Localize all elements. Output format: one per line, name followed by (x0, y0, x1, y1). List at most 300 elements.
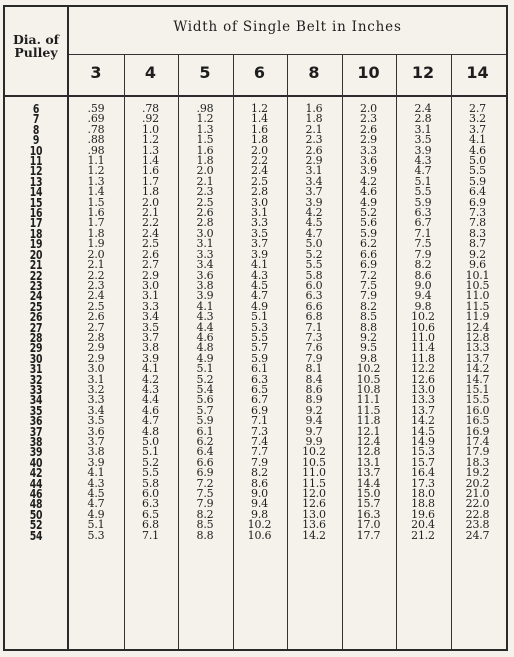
table-cell: 5.9 (196, 414, 214, 428)
table-cell: 3.8 (87, 445, 105, 459)
table-cell: 7.4 (251, 435, 268, 448)
table-cell: 17.4 (465, 435, 490, 448)
table-cell: 3.5 (251, 226, 268, 240)
table-cell: 15.0 (356, 487, 381, 501)
table-cell: 16.3 (356, 507, 381, 521)
table-cell: 2.3 (196, 185, 214, 199)
table-cell: 1.3 (142, 143, 159, 157)
table-cell: 3.0 (87, 362, 105, 376)
table-cell: 8.2 (196, 507, 214, 521)
table-cell: 2.7 (87, 320, 105, 334)
table-cell: 5.0 (142, 435, 159, 448)
table-cell: 7.1 (414, 226, 432, 240)
table-cell: 1.2 (251, 102, 268, 115)
pulley-diameter-cell: 19 (29, 237, 43, 252)
table-cell: 2.1 (196, 174, 214, 188)
table-cell: 2.4 (142, 226, 159, 240)
table-cell: 12.0 (302, 487, 326, 501)
table-cell: 9.0 (251, 487, 268, 501)
table-cell: 3.3 (251, 216, 268, 230)
table-cell: 18.0 (411, 487, 435, 501)
table-cell: 3.8 (142, 341, 159, 355)
table-cell: 11.0 (465, 289, 490, 303)
table-cell: 15.5 (465, 393, 490, 407)
table-cell: 8.7 (469, 237, 486, 251)
table-cell: 18.3 (465, 455, 490, 469)
pulley-diameter-cell: 34 (29, 393, 43, 408)
table-cell: 7.3 (251, 424, 268, 438)
table-cell: 3.6 (360, 154, 377, 168)
table-cell: 9.8 (360, 351, 377, 365)
table-cell: 17.0 (356, 518, 381, 532)
table-cell: 8.1 (305, 362, 323, 376)
header-bottom-rule (5, 95, 506, 97)
table-cell: 7.9 (360, 289, 377, 303)
table-cell: 3.0 (196, 226, 214, 240)
width-column-values (178, 104, 232, 541)
table-cell: 3.7 (142, 330, 159, 344)
pulley-diameter-cell: 24 (29, 289, 43, 304)
table-cell: 10.5 (465, 278, 490, 292)
width-column-header: 8 (308, 63, 320, 82)
table-cell: 7.1 (251, 414, 268, 428)
table-cell: 2.6 (87, 310, 105, 324)
table-cell: 5.3 (251, 320, 268, 334)
pulley-diameter-cell: 18 (29, 226, 43, 241)
table-cell: 7.5 (196, 487, 214, 501)
table-cell: 10.1 (465, 268, 490, 282)
table-cell: 14.2 (302, 528, 326, 542)
table-cell: 5.2 (196, 372, 214, 386)
table-cell: 5.1 (87, 518, 105, 532)
table-cell: 3.5 (87, 414, 105, 428)
table-cell: 2.9 (360, 133, 377, 147)
table-cell: 3.1 (305, 164, 323, 178)
table-cell: 2.5 (87, 299, 105, 313)
table-cell: 5.0 (469, 154, 486, 168)
table-cell: 12.2 (411, 362, 435, 376)
table-cell: 1.2 (142, 133, 159, 147)
width-column-values (342, 104, 396, 541)
table-cell: 13.1 (356, 455, 381, 469)
table-cell: 14.7 (465, 372, 490, 386)
table-cell: 2.8 (414, 112, 432, 126)
table-cell: 6.2 (360, 237, 377, 251)
table-cell: 2.9 (87, 341, 105, 355)
table-cell: 2.4 (414, 102, 432, 115)
pulley-diameter-cell: 28 (29, 330, 43, 345)
table-cell: 4.2 (360, 174, 377, 188)
table-cell: 11.5 (356, 403, 381, 417)
table-cell: 1.4 (87, 185, 105, 199)
table-cell: 6.1 (251, 362, 268, 376)
table-cell: .88 (87, 133, 105, 147)
table-cell: 1.8 (305, 112, 323, 126)
table-cell: 7.5 (360, 278, 377, 292)
table-cell: 12.8 (356, 445, 381, 459)
table-cell: 2.6 (142, 247, 159, 261)
table-cell: 3.5 (414, 133, 432, 147)
table-cell: 12.6 (302, 497, 326, 511)
table-cell: 7.3 (305, 330, 323, 344)
table-cell: 7.7 (251, 445, 268, 459)
table-cell: 6.4 (196, 445, 214, 459)
table-cell: 9.9 (305, 435, 323, 448)
table-cell: 6.0 (142, 487, 159, 501)
table-cell: 3.6 (196, 268, 214, 282)
table-cell: 4.6 (360, 185, 377, 199)
table-cell: 2.9 (87, 351, 105, 365)
table-cell: 1.0 (142, 122, 159, 136)
table-cell: 16.5 (465, 414, 490, 428)
table-cell: 3.4 (142, 310, 159, 324)
table-cell: 9.7 (305, 424, 323, 438)
table-cell: 17.9 (465, 445, 490, 459)
table-cell: 2.1 (142, 206, 159, 220)
width-column-values (69, 104, 123, 541)
table-cell: 3.9 (251, 247, 268, 261)
table-cell: 6.9 (469, 195, 486, 209)
table-cell: 2.9 (142, 268, 159, 282)
pulley-diameter-cell: 29 (29, 341, 43, 356)
table-cell: .98 (196, 102, 214, 115)
table-cell: 6.6 (196, 455, 214, 469)
table-cell: 7.9 (414, 247, 432, 261)
table-cell: 9.2 (305, 403, 323, 417)
table-cell: 6.5 (251, 382, 268, 396)
table-cell: 2.3 (305, 133, 323, 147)
table-cell: 10.8 (356, 382, 381, 396)
table-cell: 6.0 (305, 278, 323, 292)
table-cell: 6.5 (142, 507, 159, 521)
table-cell: 11.0 (411, 330, 435, 344)
table-cell: 1.5 (196, 133, 214, 147)
width-column-header: 14 (466, 63, 489, 82)
table-cell: 3.4 (196, 258, 214, 272)
pulley-diameter-cell: 48 (29, 497, 43, 512)
pulley-diameter-cell: 7 (32, 112, 40, 127)
dia-label-line2: Pulley (14, 45, 58, 60)
table-cell: 6.3 (251, 372, 268, 386)
table-cell: 1.4 (142, 154, 159, 168)
table-cell: 9.8 (414, 299, 432, 313)
table-cell: 1.3 (87, 174, 105, 188)
table-cell: 5.8 (142, 476, 159, 490)
table-cell: 5.5 (414, 185, 432, 199)
table-cell: 3.9 (196, 289, 214, 303)
table-cell: 5.9 (414, 195, 432, 209)
table-cell: 4.1 (469, 133, 486, 147)
width-column-header: 3 (90, 63, 102, 82)
table-cell: 9.2 (360, 330, 377, 344)
pulley-diameter-cell: 26 (29, 310, 43, 325)
table-cell: 10.2 (356, 362, 381, 376)
table-cell: 5.6 (196, 393, 214, 407)
table-cell: 4.8 (196, 341, 214, 355)
table-cell: 3.5 (142, 320, 159, 334)
pulley-diameter-cell: 36 (29, 414, 43, 429)
table-cell: 7.8 (469, 216, 486, 230)
table-cell: 2.5 (251, 174, 268, 188)
table-cell: 14.9 (411, 435, 435, 448)
table-cell: 3.3 (360, 143, 377, 157)
table-cell: 1.2 (87, 164, 105, 178)
table-cell: 5.9 (251, 351, 268, 365)
table-cell: 8.2 (414, 258, 432, 272)
pulley-diameter-cell: 42 (29, 466, 43, 481)
table-cell: 5.5 (142, 466, 159, 480)
table-cell: 1.9 (87, 237, 105, 251)
table-cell: 3.2 (87, 382, 105, 396)
table-cell: 9.4 (251, 497, 268, 511)
table-cell: 8.4 (305, 372, 323, 386)
table-cell: 3.7 (251, 237, 268, 251)
table-cell: 3.1 (142, 289, 159, 303)
table-cell: 4.5 (251, 278, 268, 292)
table-cell: 2.8 (196, 216, 214, 230)
table-cell: 8.6 (305, 382, 323, 396)
table-cell: 11.8 (411, 351, 435, 365)
table-cell: 1.6 (87, 206, 105, 220)
table-cell: 4.6 (469, 143, 486, 157)
table-cell: 2.8 (251, 185, 268, 199)
table-cell: .69 (87, 112, 105, 126)
table-cell: 5.5 (469, 164, 486, 178)
pulley-diameter-cell: 15 (29, 195, 43, 210)
table-cell: 3.0 (251, 195, 268, 209)
table-cell: 2.0 (87, 247, 105, 261)
table-cell: 3.9 (305, 195, 323, 209)
table-cell: 5.2 (360, 206, 377, 220)
table-cell: 13.3 (465, 341, 490, 355)
table-cell: 4.7 (251, 289, 268, 303)
table-cell: 4.1 (87, 466, 105, 480)
table-cell: 3.9 (142, 351, 159, 365)
table-cell: 14.2 (465, 362, 490, 376)
table-cell: 6.1 (196, 424, 214, 438)
table-cell: 13.7 (465, 351, 490, 365)
table-cell: 2.1 (305, 122, 323, 136)
table-cell: 4.4 (196, 320, 214, 334)
pulley-diameter-cell: 31 (29, 362, 43, 377)
table-cell: 17.7 (356, 528, 381, 542)
table-cell: 4.7 (142, 414, 159, 428)
table-cell: 2.8 (87, 330, 105, 344)
table-cell: 2.6 (305, 143, 323, 157)
table-cell: 4.7 (414, 164, 432, 178)
table-cell: 7.1 (305, 320, 323, 334)
width-column-header: 10 (357, 63, 380, 82)
table-cell: 12.8 (465, 330, 490, 344)
table-cell: 1.5 (87, 195, 105, 209)
table-cell: 10.5 (302, 455, 326, 469)
table-cell: 8.9 (305, 393, 323, 407)
table-cell: 4.1 (251, 258, 268, 272)
table-cell: 8.5 (196, 518, 214, 532)
pulley-diameter-cell: 37 (29, 424, 43, 439)
table-cell: 6.3 (305, 289, 323, 303)
table-cell: 13.6 (302, 518, 326, 532)
table-cell: 3.7 (469, 122, 486, 136)
table-cell: 3.7 (87, 435, 105, 448)
table-cell: 12.6 (411, 372, 435, 386)
table-cell: 3.9 (87, 455, 105, 469)
width-column-header: 12 (411, 63, 435, 82)
table-cell: 2.4 (251, 164, 268, 178)
table-cell: 1.1 (87, 154, 105, 168)
table-cell: 6.9 (251, 403, 268, 417)
table-cell: 8.3 (469, 226, 486, 240)
table-cell: 6.9 (360, 258, 377, 272)
table-cell: 5.5 (305, 258, 323, 272)
table-cell: 6.6 (305, 299, 323, 313)
table-cell: 8.2 (251, 466, 268, 480)
pulley-diameter-cell: 16 (29, 206, 43, 221)
pulley-diameter-cell: 25 (29, 299, 43, 314)
table-cell: 4.3 (196, 310, 214, 324)
table-cell: 9.2 (469, 247, 486, 261)
table-cell: 10.6 (247, 528, 272, 542)
table-cell: 4.7 (305, 226, 323, 240)
table-cell: 10.2 (411, 310, 435, 324)
table-cell: 5.9 (469, 174, 486, 188)
table-cell: 3.6 (87, 424, 105, 438)
pulley-diameter-cell: 35 (29, 403, 43, 418)
table-cell: 4.9 (87, 507, 105, 521)
table-cell: 4.7 (87, 497, 105, 511)
table-cell: 4.9 (196, 351, 214, 365)
table-cell: 11.4 (411, 341, 435, 355)
width-column-header: 4 (144, 63, 157, 82)
table-cell: 2.0 (196, 164, 214, 178)
pulley-diameter-cell: 46 (29, 487, 43, 502)
table-cell: 5.6 (360, 216, 377, 230)
table-cell: 6.3 (414, 206, 432, 220)
dia-of-pulley-header (5, 33, 67, 59)
table-cell: 1.4 (251, 112, 268, 126)
table-cell: 16.0 (465, 403, 490, 417)
table-cell: 5.8 (305, 268, 323, 282)
table-cell: 14.2 (411, 414, 435, 428)
table-cell: 4.5 (305, 216, 323, 230)
table-cell: 3.7 (305, 185, 323, 199)
width-column-values (233, 104, 287, 541)
table-cell: 9.0 (414, 278, 432, 292)
table-cell: 2.0 (142, 195, 159, 209)
width-header-title: Width of Single Belt in Inches (173, 19, 402, 35)
table-cell: 5.2 (142, 455, 159, 469)
table-cell: 6.6 (360, 247, 377, 261)
table-cell: 1.3 (196, 122, 214, 136)
dia-label-line1: Dia. of (12, 32, 60, 47)
table-cell: 1.7 (142, 174, 159, 188)
table-cell: 7.2 (196, 476, 214, 490)
table-cell: 7.9 (251, 455, 268, 469)
pulley-diameter-cell: 21 (29, 258, 43, 273)
table-cell: 2.7 (142, 258, 159, 272)
table-cell: 2.0 (251, 143, 268, 157)
table-cell: 3.9 (414, 143, 432, 157)
table-cell: 1.8 (142, 185, 159, 199)
pulley-diameter-cell: 30 (29, 351, 43, 366)
table-cell: 1.8 (87, 226, 105, 240)
table-cell: 6.8 (305, 310, 323, 324)
table-cell: 2.2 (142, 216, 159, 230)
table-cell: 3.4 (305, 174, 323, 188)
table-cell: 3.3 (196, 247, 214, 261)
table-cell: .78 (87, 122, 105, 136)
table-cell: 4.3 (414, 154, 432, 168)
pulley-diameter-cell: 20 (29, 247, 43, 262)
table-cell: 11.9 (465, 310, 490, 324)
table-cell: 10.5 (356, 372, 381, 386)
table-cell: 5.1 (142, 445, 159, 459)
table-cell: 4.6 (142, 403, 159, 417)
table-cell: 5.1 (251, 310, 268, 324)
table-cell: 23.8 (465, 518, 490, 532)
table-cell: 21.2 (411, 528, 435, 542)
width-column-values (287, 104, 341, 541)
table-cell: 13.7 (411, 403, 435, 417)
pulley-diameter-cell: 50 (29, 507, 43, 522)
table-cell: 1.6 (305, 102, 323, 115)
table-cell: 20.2 (465, 476, 490, 490)
pulley-diameter-cell: 9 (32, 133, 40, 148)
pulley-diameter-cell: 27 (29, 320, 43, 335)
table-cell: 6.8 (142, 518, 159, 532)
table-cell: 2.2 (87, 268, 105, 282)
pulley-diameter-cell: 13 (29, 174, 43, 189)
table-cell: 14.4 (356, 476, 381, 490)
table-cell: 8.8 (360, 320, 377, 334)
table-cell: 4.1 (142, 362, 159, 376)
table-cell: 11.5 (302, 476, 326, 490)
table-cell: 20.4 (411, 518, 435, 532)
pulley-diameter-cell: 39 (29, 445, 43, 460)
table-cell: 8.6 (414, 268, 432, 282)
table-cell: 4.2 (142, 372, 159, 386)
table-cell: 4.3 (251, 268, 268, 282)
table-cell: 9.5 (360, 341, 377, 355)
table-cell: 1.6 (251, 122, 268, 136)
table-cell: 2.0 (360, 102, 377, 115)
table-cell: 2.5 (196, 195, 214, 209)
table-cell: 5.9 (360, 226, 377, 240)
table-cell: 15.7 (411, 455, 435, 469)
pulley-diameter-cell: 33 (29, 382, 43, 397)
table-cell: 22.8 (465, 507, 490, 521)
table-cell: 3.0 (142, 278, 159, 292)
table-cell: 12.4 (356, 435, 381, 448)
table-cell: 24.7 (465, 528, 490, 542)
table-cell: 3.8 (196, 278, 214, 292)
pulley-diameter-cell: 8 (32, 122, 40, 137)
table-cell: .98 (87, 143, 105, 157)
table-cell: 5.3 (87, 528, 105, 542)
width-column-header: 6 (253, 63, 266, 82)
pulley-diameter-cell: 40 (29, 455, 43, 470)
table-cell: 2.6 (360, 122, 377, 136)
table-cell: 2.7 (469, 102, 486, 115)
table-cell: 8.2 (360, 299, 377, 313)
table-cell: 6.7 (414, 216, 432, 230)
table-cell: 4.3 (142, 382, 159, 396)
table-cell: 9.4 (414, 289, 432, 303)
table-cell: 2.2 (251, 154, 268, 168)
table-cell: 13.3 (411, 393, 435, 407)
table-cell: 18.8 (411, 497, 435, 511)
pulley-diameter-cell: 12 (29, 164, 43, 179)
